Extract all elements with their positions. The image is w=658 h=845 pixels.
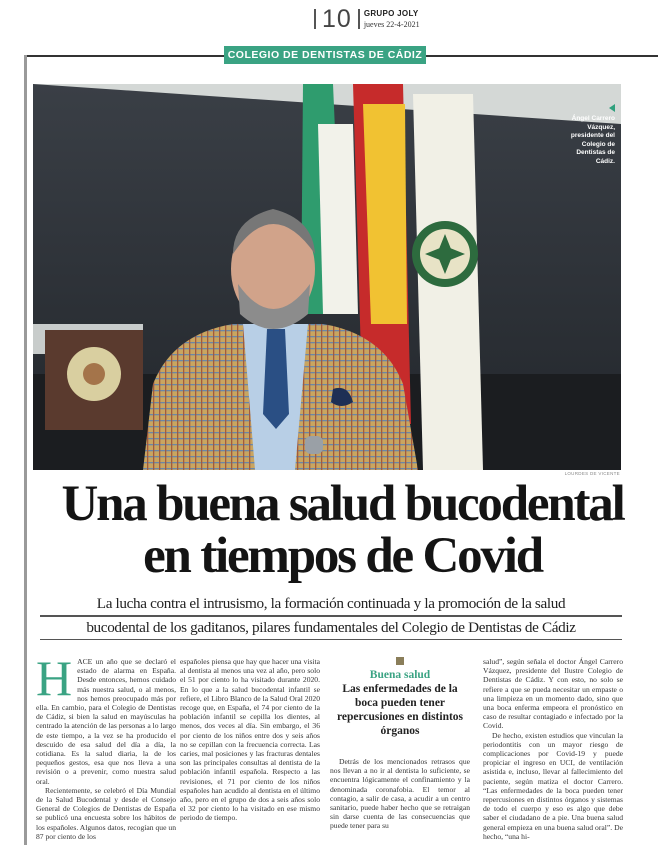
body-column-1 — [36, 650, 176, 841]
page-number: 10 — [322, 5, 352, 33]
subtitle — [40, 594, 622, 641]
section-label: COLEGIO DE DENTISTAS DE CÁDIZ — [224, 46, 426, 64]
headline — [27, 478, 658, 582]
body-column-3 — [330, 757, 470, 831]
body-column-2 — [180, 657, 320, 823]
folio-divider — [358, 9, 360, 29]
photo-caption — [559, 104, 615, 166]
caption-text: Ángel Carrero Vázquez, presidente del Colegio de Dentistas de Cádiz. — [570, 115, 615, 165]
body-paragraph: ACE un año que se declaró el estado de alarma en España. Desde entonces, hemos cuidado más nuestra salud, o al menos, nos hemos preocupado más por ella. En cambio, para el Colegio de Dentistas de Cádiz, si bien la salud en mayúsculas ha centrado la atención de las personas a lo largo de este tiempo, a la vez se ha producido el descuido de esa salud del día a día, la cotidiana. Es la salud diaria, la de los pequeños gestos, esa que nos lleva a una revisión o a prevenir, como nuestra salud oral. — [36, 657, 176, 786]
subtitle-line: La lucha contra el intrusismo, la formación continuada y la promoción de la salud — [96, 595, 566, 612]
subtitle-rule — [40, 615, 622, 617]
portrait-illustration — [33, 84, 621, 470]
headline-line: Una buena salud bucodental — [61, 476, 624, 532]
body-paragraph: españoles piensa que hay que hacer una visita al dentista al menos una vez al año, pero solo el 51 por ciento lo ha visitado durante 2020. En lo que a la salud bucodental infantil se refiere, el Libro Blanco de la Salud Oral 2020 recoge que, en España, el 74 por ciento de la población infantil se cepilla los dientes, al menos, dos veces al día. Sin embargo, el 36 por ciento de los niños entre dos y seis años no se cepillan con la frecuencia correcta. Las caries, mal posiciones y las fracturas dentales son las principales consultas al dentista de la población infantil española. Respecto a las revisiones, el 71 por ciento de los niños españoles han acudido al dentista en el último año, pero en el grupo de dos a seis años solo el 32 por ciento lo ha visitado en ese mismo periodo de tiempo. — [180, 657, 320, 823]
subtitle-rule — [40, 639, 622, 641]
body-paragraph: De hecho, existen estudios que vinculan la periodontitis con un mayor riesgo de complicaciones por Covid-19 y puede propiciar el ingreso en UCI, de ventilación asistida e, incluso, llevar al fallecimiento del paciente, según matiza el doctor Carrero. “Las enfermedades de la boca pueden tener repercusiones en distintos órganos y sistemas de todo el cuerpo y eso es algo que debe saber el ciudadano de a pie. Una buena salud general empieza en una buena salud oral”. De hecho, “una hi- — [483, 730, 623, 841]
square-bullet-icon — [396, 657, 404, 665]
photo-credit: LOURDES DE VICENTE — [564, 471, 620, 476]
caption-triangle-icon — [609, 104, 615, 112]
headline-line: en tiempos de Covid — [143, 528, 542, 584]
subtitle-line: bucodental de los gaditanos, pilares fundamentales del Colegio de Dentistas de Cádiz — [86, 618, 576, 636]
publication-date: jueves 22-4-2021 — [363, 20, 420, 29]
sidebar-kicker: Buena salud — [369, 669, 431, 681]
publisher-name: GRUPO JOLY — [363, 9, 419, 18]
body-paragraph: salud”, según señala el doctor Ángel Carrero Vázquez, presidente del Ilustre Colegio de Dentistas de Cádiz. Y con esto, no solo se refiere a que se pueda necesitar un empaste o una limpieza en un momento dado, sino que una boca enferma empeora el pronóstico en caso de resultar contagiado e infectado por la Covid. — [483, 657, 623, 731]
article-photo — [33, 84, 621, 470]
drop-cap: H — [36, 650, 73, 706]
body-paragraph: Recientemente, se celebró el Día Mundial de la Salud Bucodental y desde el Consejo General de Colegios de Dentistas de España se publicó una encuesta sobre los hábitos de los españoles. Algunos datos, recogían que un 87 por ciento de los — [36, 785, 176, 841]
sidebar-highlight — [330, 657, 470, 738]
folio-divider — [314, 9, 316, 29]
page-frame-left — [24, 55, 27, 845]
page-folio — [314, 6, 420, 32]
folio-meta — [364, 8, 420, 30]
body-paragraph: Detrás de los mencionados retrasos que nos llevan a no ir al dentista lo suficiente, se encuentra lógicamente el confinamiento y la denominada coronafobia. El temor al contagio, a salir de casa, a acudir a un centro sanitario, puede haber hecho que se retraigan sin darse cuenta de las consecuencias que puede tener para su — [330, 757, 470, 831]
sidebar-dek: Las enfermedades de la boca pueden tener repercusiones en distintos órganos — [336, 683, 464, 737]
body-column-4 — [483, 657, 623, 841]
